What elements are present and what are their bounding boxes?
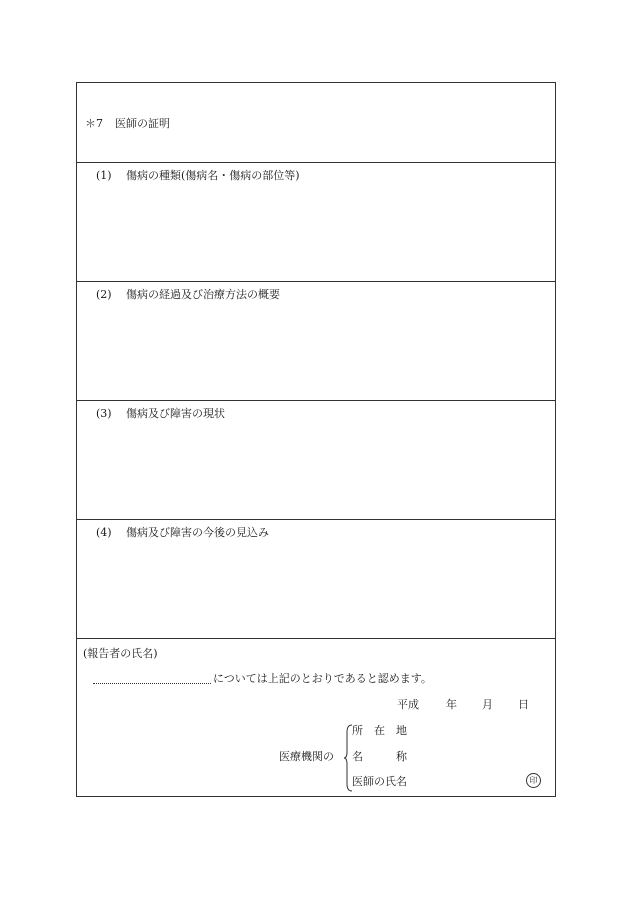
header-title (85, 117, 170, 131)
header-row (77, 83, 555, 163)
institution-name-label: 名 称 (352, 750, 407, 763)
section-2-label: 傷病の経過及び治療方法の概要 (126, 288, 280, 301)
address-label: 所 在 地 (352, 724, 407, 737)
section-1-heading (96, 169, 300, 183)
date-era: 平成 (397, 698, 419, 711)
section-4-label: 傷病及び障害の今後の見込み (126, 526, 269, 539)
reporter-label: (報告者の氏名) (83, 647, 158, 660)
section-4-heading (96, 526, 269, 540)
section-4-number: (4) (96, 526, 112, 539)
date-year-unit: 年 (446, 698, 457, 711)
section-3-row (77, 401, 555, 520)
certification-row (77, 639, 555, 796)
section-3-label: 傷病及び障害の現状 (126, 407, 225, 420)
section-1-label: 傷病の種類(傷病名・傷病の部位等) (126, 169, 300, 182)
header-mark: ＊7 (85, 117, 103, 130)
medical-certificate-form (76, 82, 556, 797)
date-month-unit: 月 (482, 698, 493, 711)
institution-label: 医療機関の (279, 750, 334, 763)
doctor-name-label: 医師の氏名 (352, 775, 407, 788)
section-2-row (77, 282, 555, 401)
section-3-number: (3) (96, 407, 112, 420)
section-3-heading (96, 407, 225, 421)
section-1-row (77, 163, 555, 282)
header-title-text: 医師の証明 (115, 117, 170, 130)
section-4-row (77, 520, 555, 639)
certification-statement: については上記のとおりであると認めます。 (213, 672, 432, 685)
section-1-number: (1) (96, 169, 112, 182)
seal-icon: 印 (526, 773, 541, 788)
reporter-name-line[interactable] (93, 683, 211, 684)
section-2-number: (2) (96, 288, 112, 301)
section-2-heading (96, 288, 280, 302)
date-day-unit: 日 (518, 698, 529, 711)
